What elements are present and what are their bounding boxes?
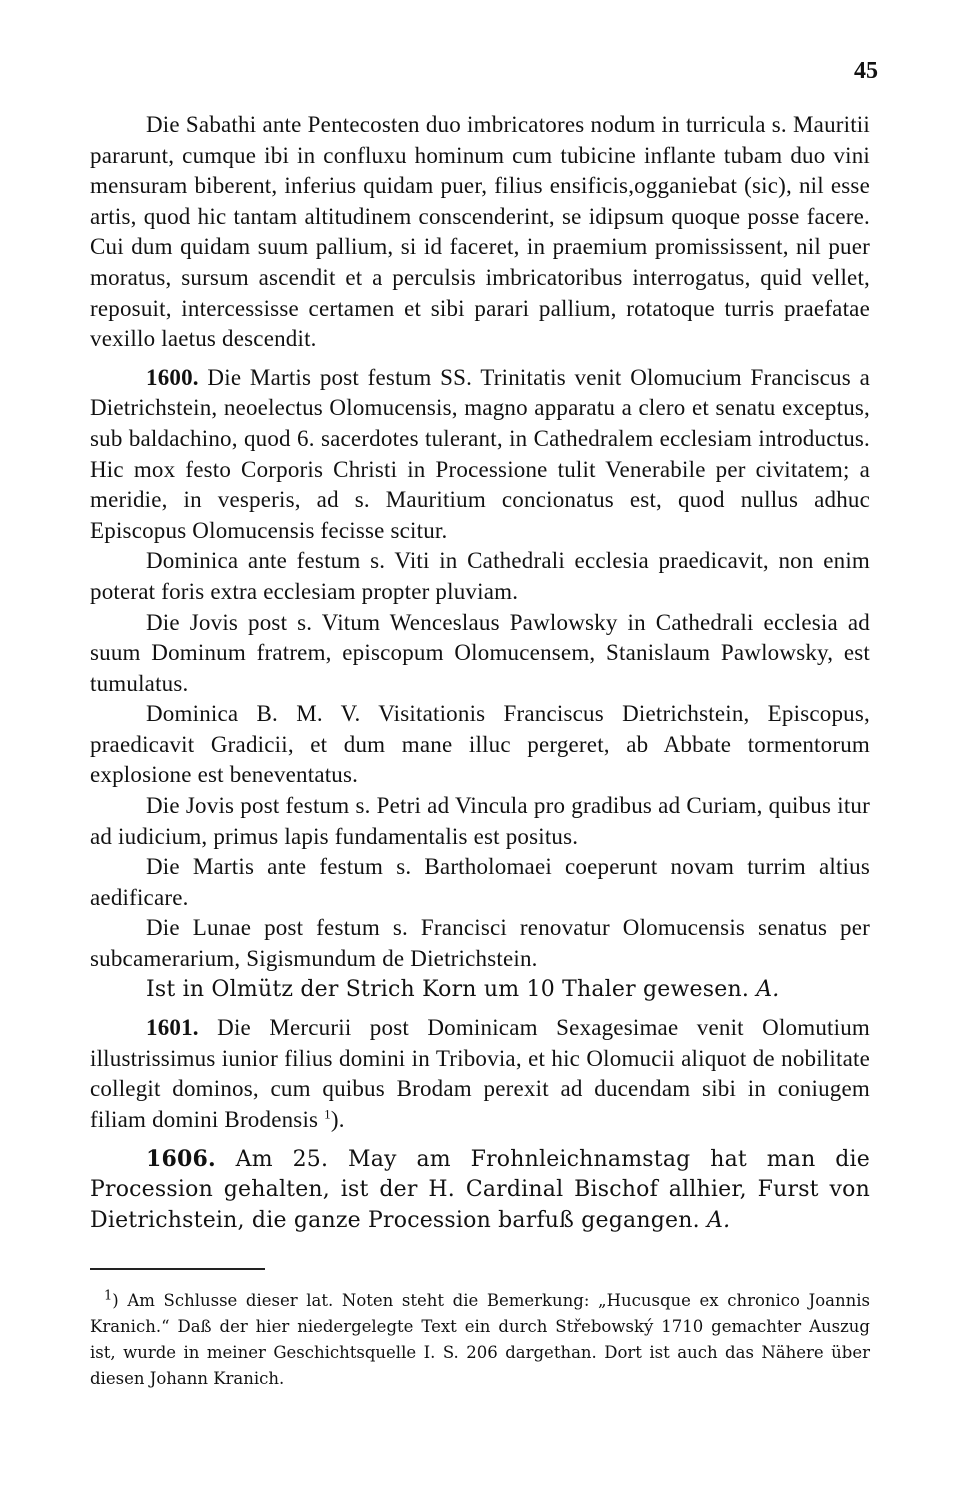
footnote-marker: 1 <box>104 1288 113 1304</box>
paragraph-viti <box>90 546 870 607</box>
paragraph-text: Dominica B. M. V. Visitationis Franciscus Dietrichstein, Episcopus, praedicavit Gradicii, et dum mane illuc pergeret, ab Abbate tormentorum explosione est beneventatus. <box>90 701 870 788</box>
paragraph-1606 <box>90 1144 870 1237</box>
paragraph-text: Die Martis post festum SS. Trinitatis venit Olomucium Franciscus a Dietrichstein, neoelectus Olomucensis, magno apparatu a clero et senatu exceptus, sub baldachino, quod 6. sacerdotes tulerant, in Cathedralem ecclesiam introductus. Hic mox festo Corporis Christi in Processione tulit Venerabile per civitatem; a meridie, in vesperis, ad s. Mauritium concionatus est, quod nullus adhuc Episcopus Olomucensis fecisse scitur. <box>90 364 870 543</box>
source-mark: A. <box>749 976 780 1002</box>
year-heading: 1606. <box>146 1145 216 1172</box>
year-heading: 1601. <box>146 1015 199 1041</box>
footnotes <box>90 1288 870 1392</box>
footnote-text: ) Am Schlusse dieser lat. Noten steht die Bemerkung: „Hucusque ex chronico Joannis Kranich.“ Daß der hier niedergelegte Text ein durch Střebowský 1710 gemachter Auszug ist, wurde in meiner Geschichtsquelle I. S. 206 dargethan. Dort ist auch das Nähere über diesen Johann Kranich. <box>90 1291 870 1388</box>
paragraph-1600 <box>90 363 870 547</box>
paragraph-text-end: ). <box>330 1107 345 1132</box>
paragraph-visitationis <box>90 699 870 791</box>
footnote-divider <box>90 1268 265 1270</box>
paragraph-martis-bartholomaei <box>90 852 870 913</box>
paragraph-sabathi <box>90 110 870 355</box>
main-text <box>90 110 870 1236</box>
paragraph-text: Die Jovis post s. Vitum Wenceslaus Pawlowsky in Cathedrali ecclesia ad suum Dominum fratrem, episcopum Olomucensem, Stanislaum Pawlowsky, est tumulatus. <box>90 609 870 696</box>
source-mark: A. <box>699 1207 731 1233</box>
footnote-reference[interactable]: 1 <box>324 1106 331 1122</box>
paragraph-text: Ist in Olmütz der Strich Korn um 10 Thaler gewesen. <box>146 976 750 1002</box>
paragraph-text: Die Mercurii post Dominicam Sexagesimae venit Olomutium illustrissimus iunior filius domini in Tribovia, et hic Olomucii aliquot de nobilitate collegit dominos, cum quibus Brodam perexit ad ducendam sibi in coniugem filiam domini Brodensis <box>90 1015 870 1132</box>
paragraph-text: Die Lunae post festum s. Francisci renovatur Olomucensis senatus per subcamerarium, Sigismundum de Dietrichstein. <box>90 915 870 972</box>
footnote-1 <box>90 1288 870 1392</box>
paragraph-jovis-petri <box>90 791 870 852</box>
paragraph-jovis-vitum <box>90 608 870 700</box>
paragraph-text: Die Sabathi ante Pentecosten duo imbricatores nodum in turricula s. Mauritii pararunt, cumque ibi in confluxu hominum cum tubicine inflante tubam duo vini mensuram biberent, inferius quidam puer, filius ensificis,ogganiebat (sic), nil esse artis, quod hic tantam altitudinem conscenderint, se idipsum quoque posse facere. Cui dum quidam suum pallium, si id faceret, in praemium promississent, nil puer moratus, sursum ascendit et a perculsis imbricatoribus interrogatus, quid vellet, reposuit, intercessisse certamen et sibi parari pallium, rotatoque turris praefatae vexillo laetus descendit. <box>90 112 870 352</box>
page-number: 45 <box>854 58 878 84</box>
year-heading: 1600. <box>146 364 199 390</box>
paragraph-text: Die Jovis post festum s. Petri ad Vincula pro gradibus ad Curiam, quibus itur ad iudicium, primus lapis fundamentalis est positus. <box>90 793 870 849</box>
paragraph-lunae-francisci <box>90 913 870 974</box>
paragraph-1601 <box>90 1013 870 1135</box>
paragraph-text: Die Martis ante festum s. Bartholomaei coeperunt novam turrim altius aedificare. <box>90 854 870 910</box>
paragraph-text: Dominica ante festum s. Viti in Cathedrali ecclesia praedicavit, non enim poterat foris extra ecclesiam propter pluviam. <box>90 548 870 604</box>
paragraph-text: Am 25. May am Frohnleichnamstag hat man die Procession gehalten, ist der H. Cardinal Bischof allhier, Furst von Dietrichstein, die ganze Procession barfuß gegangen. <box>90 1146 870 1233</box>
paragraph-korn-price <box>90 975 870 1006</box>
